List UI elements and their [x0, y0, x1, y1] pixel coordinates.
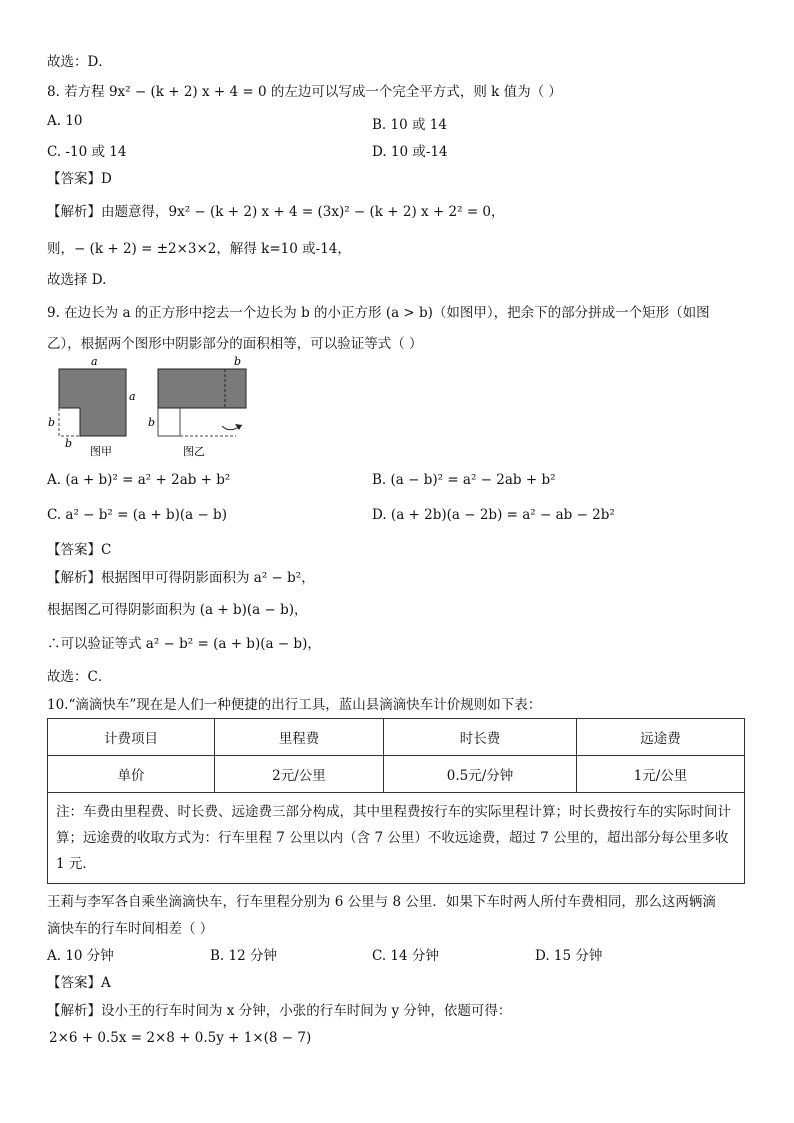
label-b-top: b [234, 355, 242, 368]
question-9-cont: 乙），根据两个图形中阴影部分的面积相等，可以验证等式（ ） [47, 336, 423, 352]
square-figure [46, 352, 256, 462]
text-line: 故选：D． [47, 54, 112, 70]
q8-option-c: C. -10 或 14 [47, 144, 127, 160]
table-note-row [48, 793, 745, 884]
question-10-body: 王莉与李军各自乘坐滴滴快车，行车里程分别为 6 公里与 8 公里．如果下车时两人所付车费相同，那么这两辆滴 [47, 894, 716, 910]
label-b-left-2: b [148, 416, 156, 429]
table-cell: 2元/公里 [215, 756, 384, 793]
fare-table [47, 718, 745, 884]
q9-analysis: 【解析】根据图甲可得阴影面积为 a² − b²， [47, 570, 315, 586]
q9-answer: 【答案】C [47, 542, 112, 558]
q10-option-c: C. 14 分钟 [372, 948, 439, 964]
table-row [48, 756, 745, 793]
q8-conclusion: 故选择 D. [47, 272, 107, 288]
q10-answer: 【答案】A [47, 975, 111, 991]
q8-analysis: 【解析】由题意得，9x² − (k + 2) x + 4 = (3x)² − (k + 2) x + 2² = 0， [47, 204, 505, 220]
question-8: 8. 若方程 9x² − (k + 2) x + 4 = 0 的左边可以写成一个完全平方式，则 k 值为（ ） [47, 84, 562, 100]
q8-option-b: B. 10 或 14 [372, 117, 447, 133]
label-b-bottom: b [65, 437, 73, 450]
q8-option-a: A. 10 [47, 113, 83, 129]
q8-answer: 【答案】D [47, 171, 112, 187]
q10-option-a: A. 10 分钟 [47, 948, 114, 964]
question-10: 10.“滴滴快车”现在是人们一种便捷的出行工具，蓝山县滴滴快车计价规则如下表： [47, 697, 542, 713]
table-cell: 1元/公里 [577, 756, 745, 793]
label-a-top: a [91, 355, 98, 368]
q9-option-c: C. a² − b² = (a + b)(a − b) [47, 507, 227, 523]
q10-option-b: B. 12 分钟 [210, 948, 277, 964]
q8-option-d: D. 10 或-14 [372, 144, 448, 160]
q9-analysis-3: ∴可以验证等式 a² − b² = (a + b)(a − b)， [47, 636, 321, 652]
table-header-cell: 时长费 [384, 719, 577, 756]
q10-analysis: 【解析】设小王的行车时间为 x 分钟，小张的行车时间为 y 分钟，依题可得： [47, 1003, 512, 1019]
table-cell: 0.5元/分钟 [384, 756, 577, 793]
q9-conclusion: 故选：C． [47, 669, 112, 685]
label-a-right: a [129, 390, 136, 403]
q9-analysis-2: 根据图乙可得阴影面积为 (a + b)(a − b)， [47, 602, 308, 618]
table-header-row [48, 719, 745, 756]
table-header-cell: 里程费 [215, 719, 384, 756]
caption-jia: 图甲 [90, 445, 112, 458]
question-9: 9. 在边长为 a 的正方形中挖去一个边长为 b 的小正方形 (a > b)（如图甲），把余下的部分拼成一个矩形（如图 [47, 305, 710, 321]
table-note: 注：车费由里程费、时长费、远途费三部分构成，其中里程费按行车的实际里程计算；时长费按行车的实际时间计算；远途费的收取方式为：行车里程 7 公里以内（含 7 公里）不收远途费，超过 7 公里的，超出部分每公里多收 1 元． [48, 793, 745, 884]
question-10-body-2: 滴快车的行车时间相差（ ） [47, 921, 214, 937]
table-cell: 单价 [48, 756, 215, 793]
table-header-cell: 计费项目 [48, 719, 215, 756]
q10-equation: 2×6 + 0.5x = 2×8 + 0.5y + 1×(8 − 7) [49, 1030, 312, 1046]
q9-option-d: D. (a + 2b)(a − 2b) = a² − ab − 2b² [372, 507, 615, 523]
q10-option-d: D. 15 分钟 [535, 948, 603, 964]
q9-option-b: B. (a − b)² = a² − 2ab + b² [372, 472, 556, 488]
q8-analysis-2: 则，− (k + 2) = ±2×3×2，解得 k=10 或-14， [47, 241, 351, 257]
label-b-left: b [48, 416, 56, 429]
q9-option-a: A. (a + b)² = a² + 2ab + b² [47, 472, 231, 488]
caption-yi: 图乙 [183, 445, 205, 458]
table-header-cell: 远途费 [577, 719, 745, 756]
